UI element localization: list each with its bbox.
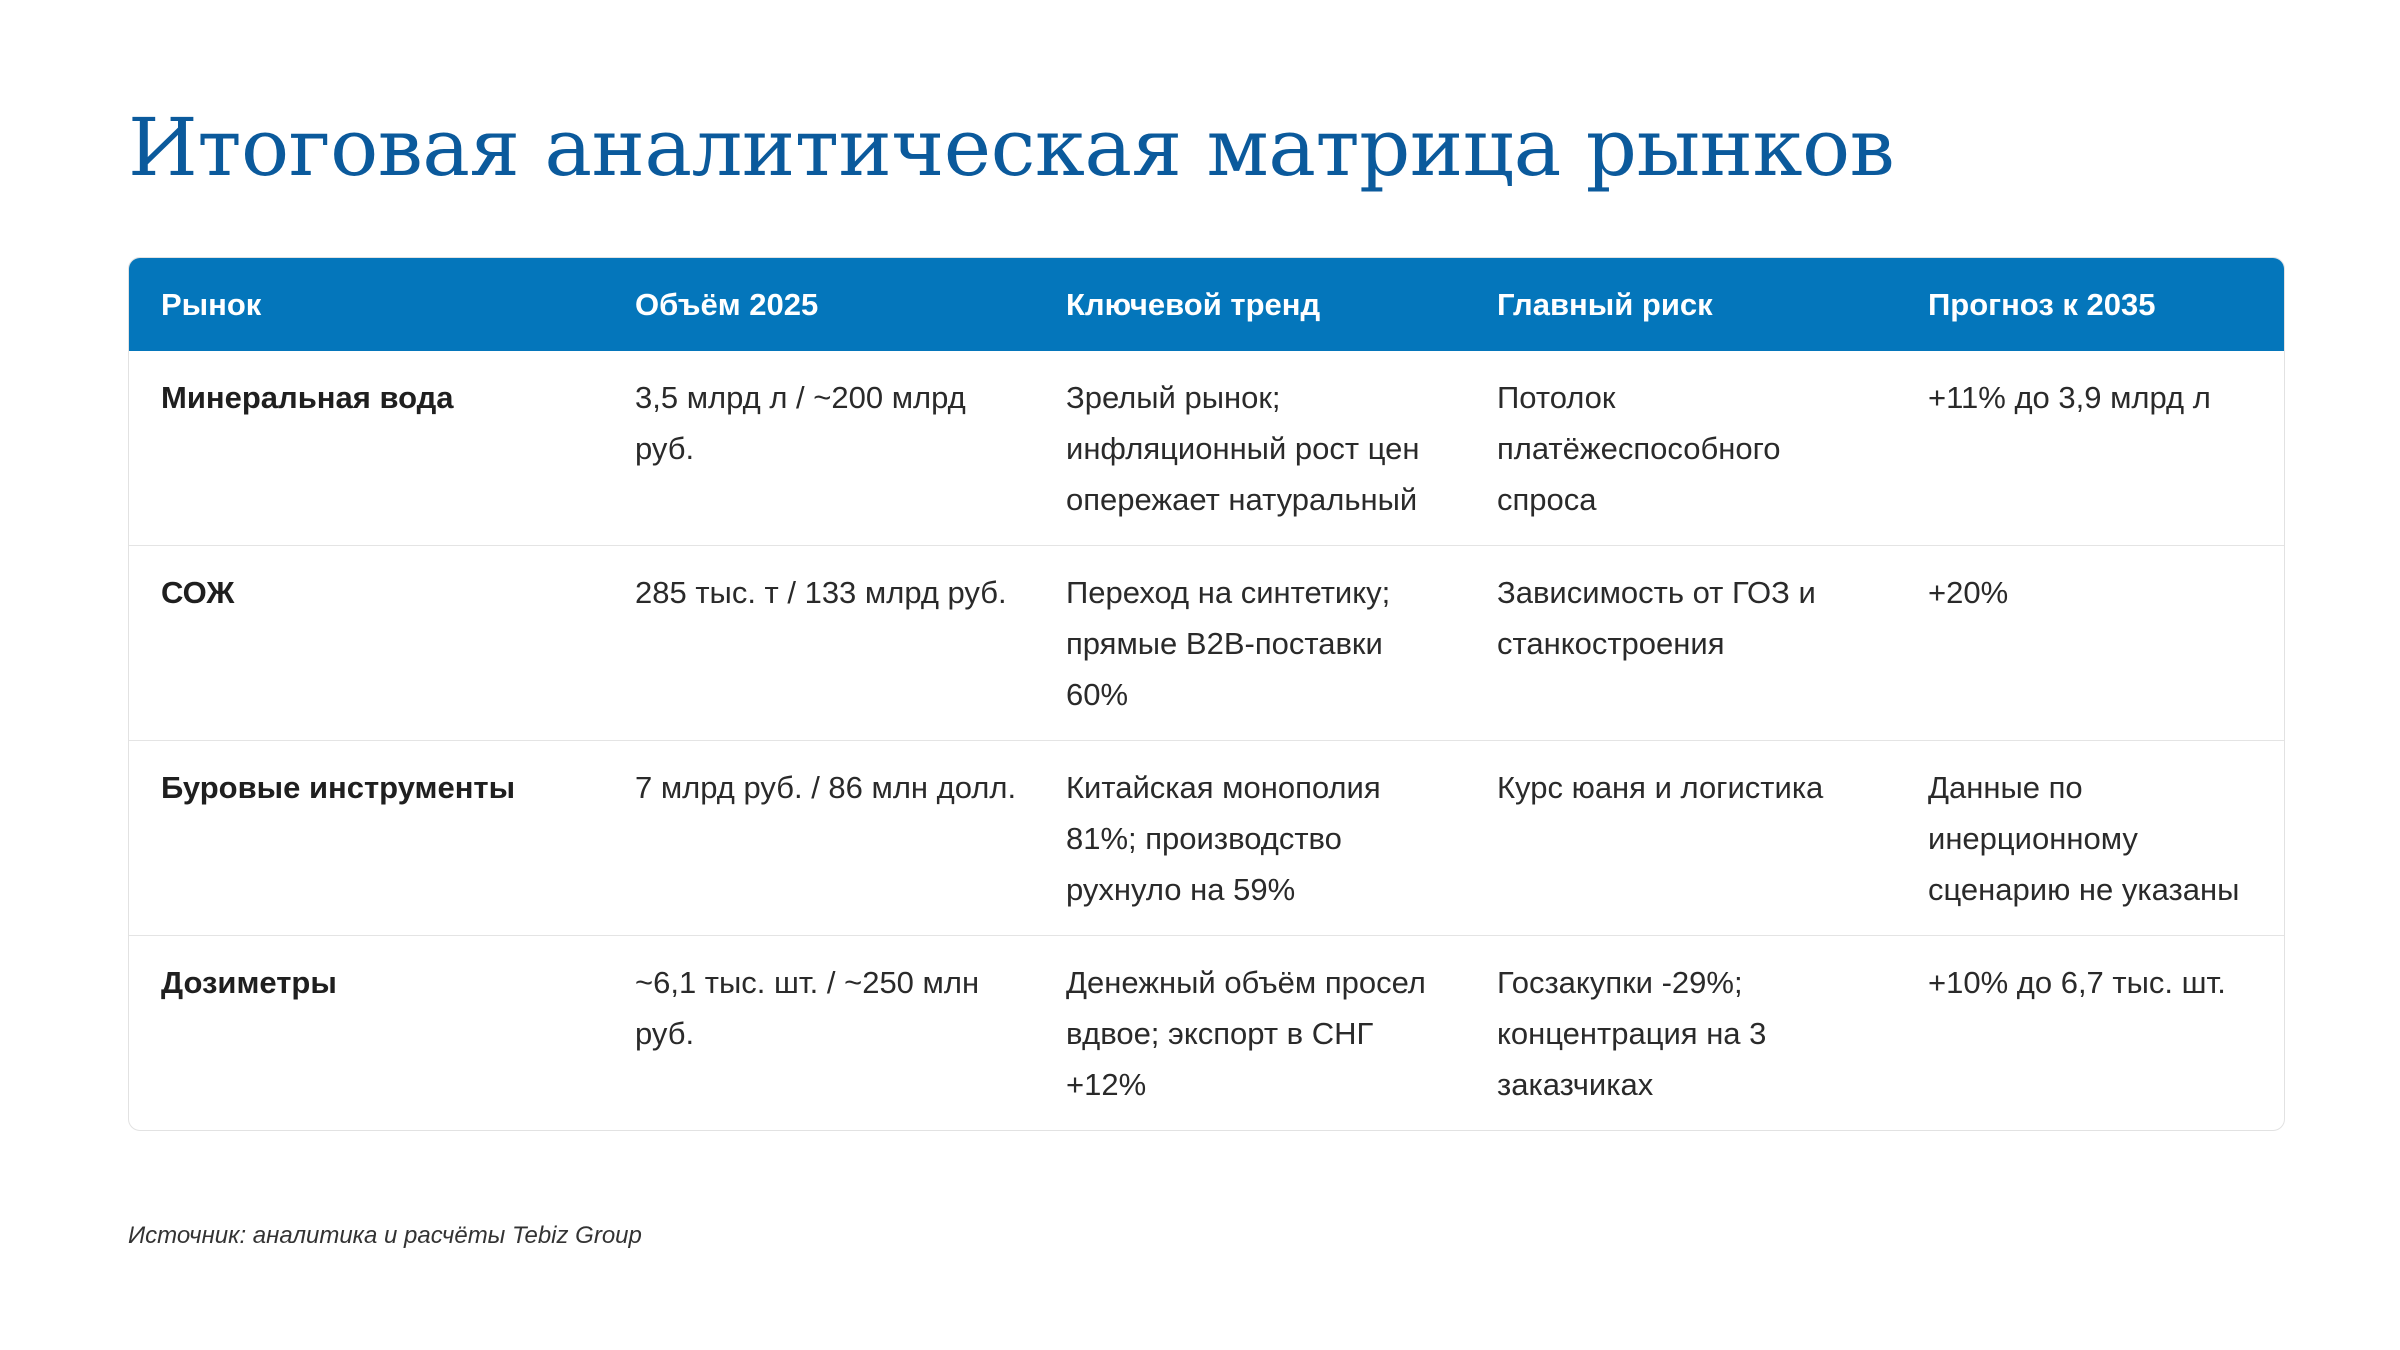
cell-volume: 3,5 млрд л / ~200 млрд руб. <box>635 380 966 466</box>
cell-trend: Зрелый рынок; инфляционный рост цен опережает натуральный <box>1066 380 1420 517</box>
table-row <box>129 936 2284 1131</box>
table-header <box>129 258 2284 351</box>
cell-trend: Переход на синтетику; прямые B2B-поставки 60% <box>1034 546 1465 741</box>
cell-trend: Денежный объём просел вдвое; экспорт в СНГ +12% <box>1034 936 1465 1131</box>
table-row <box>129 546 2284 741</box>
page-title: Итоговая аналитическая матрица рынков <box>128 101 1895 194</box>
cell-forecast: +11% до 3,9 млрд л <box>1928 380 2211 415</box>
table-body <box>129 351 2284 1130</box>
matrix-table <box>129 258 2284 1130</box>
header-row <box>129 258 2284 351</box>
header-forecast: Прогноз к 2035 <box>1896 258 2284 351</box>
cell-market: Буровые инструменты <box>129 741 603 936</box>
cell-trend: Китайская монополия 81%; производство рухнуло на 59% <box>1034 741 1465 936</box>
market-matrix-table <box>128 257 2285 1131</box>
header-market: Рынок <box>129 258 603 351</box>
cell-forecast: +20% <box>1896 546 2284 741</box>
table-row <box>129 741 2284 936</box>
cell-forecast: +10% до 6,7 тыс. шт. <box>1896 936 2284 1131</box>
table-row <box>129 351 2284 546</box>
header-trend: Ключевой тренд <box>1034 258 1465 351</box>
cell-volume: ~6,1 тыс. шт. / ~250 млн руб. <box>603 936 1034 1131</box>
cell-volume: 7 млрд руб. / 86 млн долл. <box>603 741 1034 936</box>
cell-risk: Потолок платёжеспособного спроса <box>1497 380 1781 517</box>
cell-market: Дозиметры <box>129 936 603 1131</box>
cell-market: СОЖ <box>129 546 603 741</box>
cell-risk: Госзакупки -29%; концентрация на 3 заказчиках <box>1465 936 1896 1131</box>
source-note: Источник: аналитика и расчёты Tebiz Group <box>128 1222 642 1249</box>
header-risk: Главный риск <box>1465 258 1896 351</box>
cell-market: Минеральная вода <box>161 380 454 415</box>
cell-risk: Зависимость от ГОЗ и станкостроения <box>1465 546 1896 741</box>
cell-volume: 285 тыс. т / 133 млрд руб. <box>603 546 1034 741</box>
cell-risk: Курс юаня и логистика <box>1465 741 1896 936</box>
cell-forecast: Данные по инерционному сценарию не указаны <box>1896 741 2284 936</box>
header-volume: Объём 2025 <box>603 258 1034 351</box>
